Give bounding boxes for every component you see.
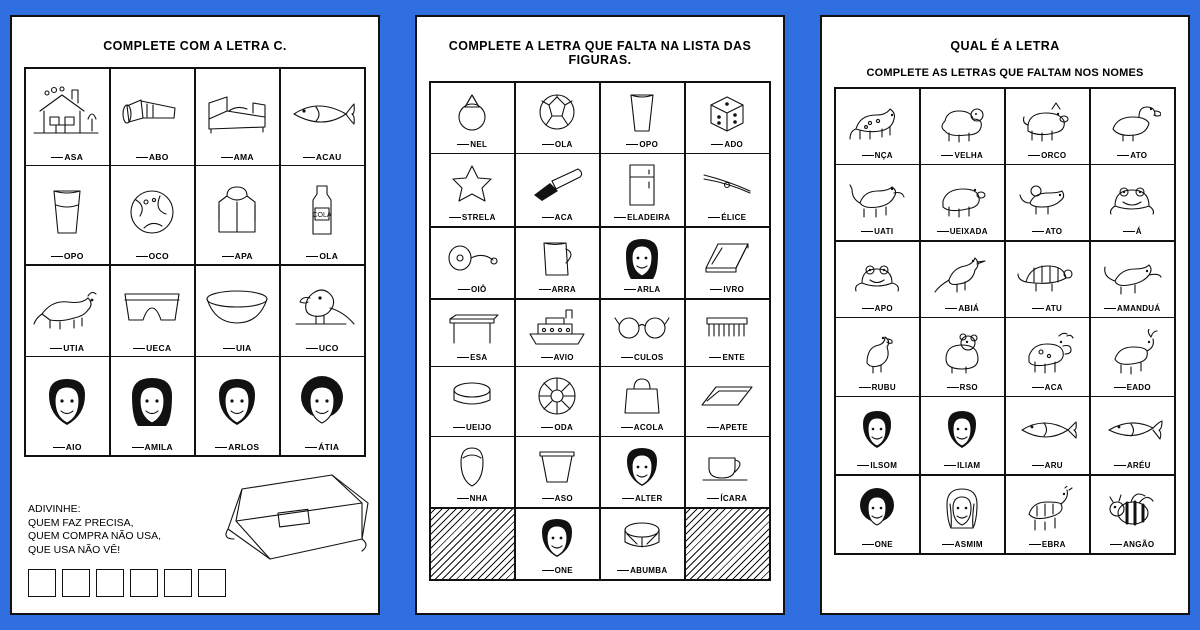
fish-icon [283, 71, 363, 152]
cell-caption: ESA [457, 353, 487, 363]
comb-icon [688, 302, 768, 353]
cell-caption: RUBU [859, 383, 896, 393]
table-row[interactable] [1005, 164, 1091, 241]
table-row[interactable] [600, 366, 686, 436]
table-row[interactable] [835, 88, 921, 165]
table-row[interactable] [280, 165, 366, 265]
fish-icon [1093, 399, 1173, 461]
answer-box[interactable] [28, 569, 56, 597]
parrot-icon [283, 268, 363, 343]
table-row[interactable] [685, 153, 771, 227]
cell-caption: ACA [542, 213, 573, 223]
cell-caption: ELADEIRA [614, 213, 670, 223]
cell-caption: UTIA [50, 343, 84, 353]
table-row[interactable] [110, 68, 196, 166]
table-row[interactable] [685, 436, 771, 508]
worksheet-sheet-1 [10, 15, 380, 615]
table-row[interactable] [1090, 396, 1176, 475]
table-row[interactable] [195, 356, 281, 456]
table-row[interactable] [1005, 88, 1091, 165]
drum-icon [603, 511, 683, 566]
table-row[interactable] [110, 356, 196, 456]
ship-icon [518, 302, 598, 353]
axe-icon [518, 156, 598, 213]
fish-icon [1008, 399, 1088, 461]
cheese-icon [433, 369, 513, 422]
table-row[interactable] [600, 227, 686, 299]
cell-caption: ODA [541, 423, 573, 433]
answer-box[interactable] [164, 569, 192, 597]
cell-caption: ASMIM [942, 540, 983, 550]
table-row[interactable] [515, 227, 601, 299]
cell-caption: IVRO [710, 285, 744, 295]
cell-caption: EBRA [1029, 540, 1066, 550]
table-row[interactable] [1090, 317, 1176, 396]
answer-boxes [28, 569, 228, 597]
pot-icon [518, 439, 598, 494]
cell-caption: ENTE [709, 353, 745, 363]
jaguar-icon [838, 91, 918, 151]
cell-caption: APO [862, 304, 893, 314]
table-row[interactable] [280, 265, 366, 357]
riddle-block [28, 503, 228, 597]
cell-caption: ATO [1117, 151, 1147, 161]
cell-caption: AMA [221, 152, 254, 162]
cell-caption: ARLOS [215, 442, 259, 452]
cell-caption: NEL [457, 140, 487, 150]
cell-caption: NHA [457, 494, 488, 504]
table-row[interactable] [430, 299, 516, 367]
rug-icon [688, 369, 768, 422]
cell-caption: EADO [1114, 383, 1151, 393]
underwear-icon [113, 268, 193, 343]
table-row[interactable] [685, 227, 771, 299]
table-row[interactable] [600, 299, 686, 367]
cell-caption: AMILA [132, 442, 173, 452]
riddle-lead: ADIVINHE: [28, 503, 81, 515]
table-row[interactable] [600, 153, 686, 227]
cell-caption: ACOLA [621, 423, 664, 433]
table-row[interactable] [600, 436, 686, 508]
table-row[interactable] [1005, 475, 1091, 554]
cell-caption: CULOS [621, 353, 664, 363]
table-row [430, 508, 516, 580]
cell-caption: ASA [51, 152, 83, 162]
cell-caption: OPO [51, 251, 84, 261]
coconut-icon [113, 168, 193, 251]
hatch-pattern [433, 511, 513, 576]
table-row[interactable] [920, 241, 1006, 318]
cell-caption: ORCO [1028, 151, 1066, 161]
table-row[interactable] [195, 265, 281, 357]
cell-caption: ASO [542, 494, 573, 504]
glue-bottle-icon [283, 168, 363, 251]
sheet1-picture-grid [24, 67, 366, 457]
boy-face-icon [923, 399, 1003, 461]
glass-icon [603, 85, 683, 140]
boy-face-icon [518, 511, 598, 566]
coati-icon [838, 167, 918, 227]
raincoat-icon [198, 168, 278, 251]
table-row[interactable] [430, 436, 516, 508]
boy-face-icon [603, 439, 683, 494]
table-row[interactable] [515, 366, 601, 436]
armadillo-icon [1008, 244, 1088, 304]
cell-caption: UEIXADA [937, 227, 988, 237]
frog-icon [838, 244, 918, 304]
boy-face-icon [198, 359, 278, 442]
rat-icon [1008, 167, 1088, 227]
cell-caption: VELHA [941, 151, 983, 161]
deer-icon [1093, 320, 1173, 382]
cell-caption: ILSOM [857, 461, 897, 471]
table-row[interactable] [835, 317, 921, 396]
table-row[interactable] [1090, 241, 1176, 318]
table-row[interactable] [430, 366, 516, 436]
cell-caption: ÁTIA [305, 442, 339, 452]
table-row [685, 508, 771, 580]
table-row[interactable] [515, 436, 601, 508]
cell-caption: ONE [542, 566, 573, 576]
cell-caption: ÉLICE [708, 213, 746, 223]
toad-icon [1093, 167, 1173, 227]
cell-caption: Á [1123, 227, 1142, 237]
table-row[interactable] [920, 88, 1006, 165]
table-row[interactable] [430, 82, 516, 154]
table-row[interactable] [920, 475, 1006, 554]
cell-caption: ATU [1032, 304, 1062, 314]
cell-caption: OCO [136, 251, 169, 261]
table-row[interactable] [280, 356, 366, 456]
wheel-icon [518, 369, 598, 422]
table-row[interactable] [515, 508, 601, 580]
riddle-line-3: QUE USA NÃO VÊ! [28, 543, 121, 556]
boy-face-icon [28, 359, 108, 442]
riddle-line-1: QUEM FAZ PRECISA, [28, 516, 134, 529]
cell-caption: ONE [862, 540, 893, 550]
agouti-icon [28, 268, 108, 343]
cell-caption: APA [222, 251, 253, 261]
cell-caption: ANGÃO [1110, 540, 1154, 550]
table-row[interactable] [1090, 88, 1176, 165]
vulture-icon [838, 320, 918, 382]
cell-caption: UCO [306, 343, 339, 353]
table-row[interactable] [280, 68, 366, 166]
sheet2-title: COMPLETE A LETRA QUE FALTA NA LISTA DAS FIGURAS. [448, 39, 752, 67]
cell-caption: STRELA [449, 213, 496, 223]
cell-caption: NÇA [862, 151, 893, 161]
bowl-icon [198, 268, 278, 343]
table-row[interactable] [515, 299, 601, 367]
dice-icon [688, 85, 768, 140]
cell-caption: ARLA [624, 285, 660, 295]
teacup-icon [688, 439, 768, 494]
pig-icon [1008, 91, 1088, 151]
cell-caption: UATI [861, 227, 893, 237]
pitcher-icon [518, 230, 598, 285]
answer-box[interactable] [198, 569, 226, 597]
girl-face-icon [603, 230, 683, 285]
boy-face-icon [838, 399, 918, 461]
cell-caption: UECA [133, 343, 171, 353]
table-row[interactable] [600, 508, 686, 580]
bird-icon [923, 244, 1003, 304]
answer-box[interactable] [130, 569, 158, 597]
cell-caption: ABUMBA [617, 566, 667, 576]
cell-caption: ILIAM [944, 461, 980, 471]
worksheet-sheet-2 [415, 15, 785, 615]
sheet2-picture-grid [429, 81, 771, 581]
bag-icon [603, 369, 683, 422]
table-row[interactable] [920, 164, 1006, 241]
sheet3-title: QUAL É A LETRA [950, 39, 1060, 53]
table-row[interactable] [1005, 396, 1091, 475]
cell-caption: ACAU [303, 152, 342, 162]
table-row[interactable] [1090, 475, 1176, 554]
duck-icon [1093, 91, 1173, 151]
table-row[interactable] [25, 265, 111, 357]
ball-icon [518, 85, 598, 140]
girl-face-icon [923, 478, 1003, 540]
fridge-icon [603, 156, 683, 213]
table-row[interactable] [430, 153, 516, 227]
table-row[interactable] [600, 82, 686, 154]
cell-caption: ARU [1032, 461, 1063, 471]
cell-caption: ABIÁ [945, 304, 979, 314]
cell-caption: AVIO [541, 353, 574, 363]
riddle-line-2: QUEM COMPRA NÃO USA, [28, 530, 162, 542]
cell-caption: ARRA [539, 285, 576, 295]
table-row[interactable] [195, 165, 281, 265]
sheet3-subtitle: COMPLETE AS LETRAS QUE FALTAM NOS NOMES [866, 67, 1144, 79]
yoyo-icon [433, 230, 513, 285]
cell-caption: AIO [53, 442, 82, 452]
cell-caption: ABO [136, 152, 169, 162]
curly-hair-face-icon [283, 359, 363, 442]
table-row[interactable] [1005, 317, 1091, 396]
table-row[interactable] [685, 82, 771, 154]
cell-caption: UIA [223, 343, 252, 353]
star-icon [433, 156, 513, 213]
table-row[interactable] [685, 299, 771, 367]
worksheet-sheet-3 [820, 15, 1190, 615]
cell-caption: APETE [707, 423, 748, 433]
cell-caption: ARÉU [1114, 461, 1151, 471]
glasses-icon [603, 302, 683, 353]
table-row[interactable] [835, 241, 921, 318]
answer-box[interactable] [62, 569, 90, 597]
table-row[interactable] [195, 68, 281, 166]
ring-icon [433, 85, 513, 140]
bee-icon [1093, 478, 1173, 540]
bear-icon [923, 320, 1003, 382]
table-row[interactable] [515, 153, 601, 227]
cell-caption: ALTER [622, 494, 663, 504]
table-row[interactable] [430, 227, 516, 299]
table-row[interactable] [920, 317, 1006, 396]
hatch-pattern [688, 511, 768, 576]
table-row[interactable] [515, 82, 601, 154]
table-row[interactable] [25, 68, 111, 166]
svg-text:COLA: COLA [312, 212, 332, 219]
sheet1-title: COMPLETE COM A LETRA C. [103, 39, 287, 53]
zebra-icon [1008, 478, 1088, 540]
table-row[interactable] [25, 165, 111, 265]
house-icon [28, 71, 108, 152]
cell-caption: ÍCARA [707, 494, 747, 504]
sheet3-picture-grid [834, 87, 1176, 555]
table-row[interactable] [25, 356, 111, 456]
cell-caption: UEIJO [453, 423, 492, 433]
coffin-icon [212, 463, 372, 573]
table-row[interactable] [110, 165, 196, 265]
table-row[interactable] [835, 396, 921, 475]
cell-caption: ACA [1032, 383, 1063, 393]
table-row[interactable] [110, 265, 196, 357]
table-row[interactable] [685, 366, 771, 436]
table-row[interactable] [1005, 241, 1091, 318]
answer-box[interactable] [96, 569, 124, 597]
table-row[interactable] [835, 475, 921, 554]
table-row[interactable] [835, 164, 921, 241]
cell-caption: OLA [306, 251, 338, 261]
cell-caption: ADO [711, 140, 743, 150]
table-row[interactable] [920, 396, 1006, 475]
propeller-icon [688, 156, 768, 213]
cell-caption: OIÔ [458, 285, 487, 295]
book-icon [688, 230, 768, 285]
cell-caption: RSO [947, 383, 978, 393]
girl-face-icon [113, 359, 193, 442]
curly-hair-face-icon [838, 478, 918, 540]
table-icon [433, 302, 513, 353]
cell-caption: AMANDUÁ [1104, 304, 1160, 314]
sheep-icon [923, 91, 1003, 151]
cell-caption: ATO [1032, 227, 1062, 237]
cell-caption: OLA [542, 140, 573, 150]
peccary-icon [923, 167, 1003, 227]
bed-icon [198, 71, 278, 152]
cup-icon [28, 168, 108, 251]
anteater-icon [1093, 244, 1173, 304]
flashlight-icon [113, 71, 193, 152]
fingernail-icon [433, 439, 513, 494]
cow-icon [1008, 320, 1088, 382]
cell-caption: OPO [626, 140, 658, 150]
table-row[interactable] [1090, 164, 1176, 241]
